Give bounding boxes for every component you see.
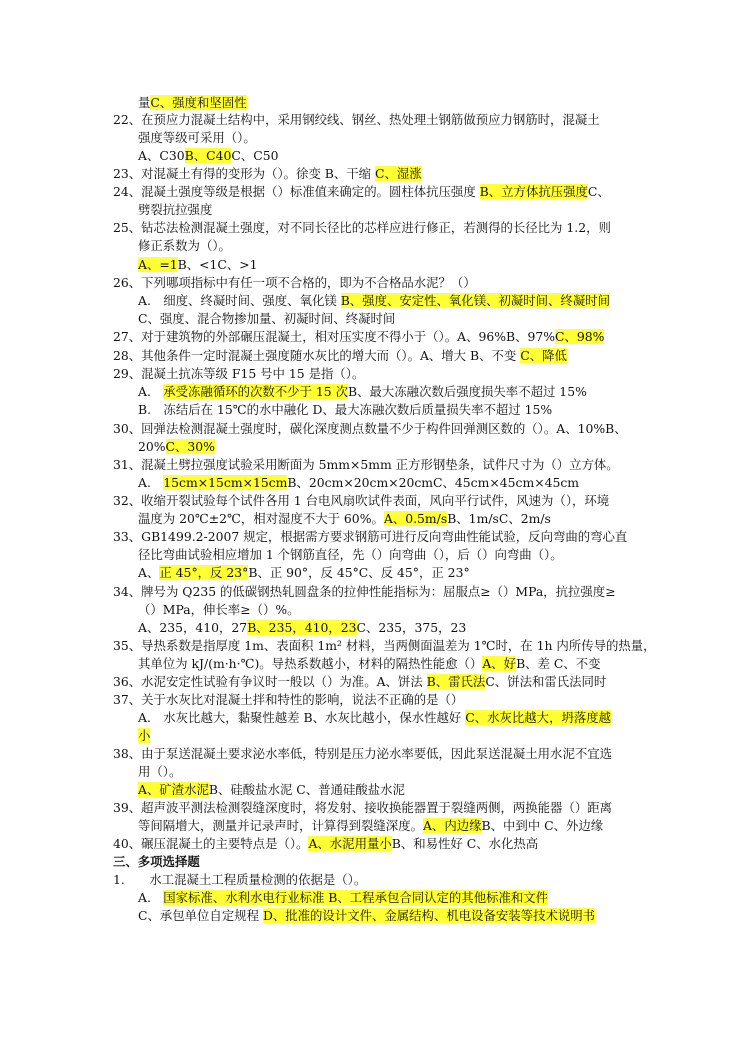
item-number: 39、 bbox=[113, 800, 142, 815]
item-number: 40、 bbox=[113, 836, 142, 851]
text-line bbox=[138, 401, 720, 419]
line-text: A. bbox=[138, 384, 164, 399]
highlighted-answer: C、湿涨 bbox=[375, 166, 422, 181]
item-number: 37、 bbox=[113, 692, 142, 707]
line-text: C、强度、混合物掺加量、初凝时间、终凝时间 bbox=[138, 311, 396, 326]
line-text: 收缩开裂试验每个试件各用 1 台电风扇吹试件表面，风向平行试件，风速为（），环境 bbox=[141, 493, 610, 508]
line-text: 牌号为 Q235 的低碳钢热轧圆盘条的拉伸性能指标为：屈服点≥（）MPa，抗拉强度≥ bbox=[141, 584, 616, 599]
highlighted-answer: 国家标准、水利水电行业标准 B、工程承包合同认定的其他标准和文件 bbox=[163, 890, 549, 905]
item-number: 24、 bbox=[113, 184, 142, 199]
highlighted-answer: C、98% bbox=[555, 329, 605, 344]
text-line bbox=[113, 691, 720, 709]
text-line bbox=[138, 129, 720, 147]
line-text: 劈裂抗拉强度 bbox=[138, 202, 213, 217]
line-text-rest: C、C50 bbox=[231, 148, 279, 163]
text-line bbox=[138, 727, 720, 745]
highlighted-answer: 承受冻融循环的次数不少于 15 次 bbox=[163, 384, 349, 399]
text-line bbox=[138, 564, 720, 582]
line-text: 径比弯曲试验相应增加 1 个钢筋直径，先（）向弯曲（），后（）向弯曲（）。 bbox=[138, 547, 563, 562]
line-text: 水泥安定性试验有争议时一般以（）为准。A、饼法 bbox=[141, 674, 427, 689]
text-line bbox=[113, 745, 720, 763]
item-number: 25、 bbox=[113, 220, 142, 235]
item-number: 1. bbox=[113, 872, 125, 887]
highlighted-answer: 小 bbox=[138, 728, 151, 743]
text-line bbox=[138, 438, 720, 456]
line-text: 回弹法检测混凝土强度时，碳化深度测点数量不少于构件回弹测区数的（）。A、10%B、 bbox=[141, 421, 627, 436]
line-text: 水工混凝土工程质量检测的依据是（）。 bbox=[137, 872, 367, 887]
text-line bbox=[138, 237, 720, 255]
highlighted-answer: 15cm×15cm×15cm bbox=[163, 475, 288, 490]
item-number: 38、 bbox=[113, 746, 142, 761]
text-line bbox=[113, 835, 720, 853]
line-text: 钻芯法检测混凝土强度，对不同长径比的芯样应进行修正，若测得的长径比为 1.2，则 bbox=[141, 220, 611, 235]
text-line bbox=[113, 347, 720, 365]
line-text-rest: B、最大冻融次数后强度损失率不超过 15% bbox=[348, 384, 587, 399]
highlighted-answer: C、30% bbox=[165, 439, 215, 454]
item-number: 33、 bbox=[113, 529, 142, 544]
text-line bbox=[138, 709, 720, 727]
line-text: 在预应力混凝土结构中，采用钢绞线、钢丝、热处理土钢筋做预应力钢筋时，混凝土 bbox=[141, 112, 600, 127]
line-text: 用（）。 bbox=[138, 764, 182, 779]
line-text: A、C30 bbox=[138, 148, 185, 163]
item-number: 35、 bbox=[113, 638, 142, 653]
highlighted-answer: C、强度和坚固性 bbox=[150, 95, 247, 110]
item-number: 28、 bbox=[113, 348, 142, 363]
line-text: 碾压混凝土的主要特点是（）。 bbox=[141, 836, 309, 851]
highlighted-answer: C、水灰比越大，坍落度越 bbox=[465, 710, 612, 725]
text-line bbox=[138, 474, 720, 492]
line-text: 20% bbox=[138, 439, 166, 454]
line-text-rest: B、差 C、不变 bbox=[516, 656, 601, 671]
line-text: 超声波平测法检测裂缝深度时，将发射、接收换能器置于裂缝两侧，两换能器（）距离 bbox=[141, 800, 613, 815]
text-line bbox=[138, 781, 720, 799]
highlighted-answer: A、水泥用量小 bbox=[308, 836, 392, 851]
text-line bbox=[113, 328, 720, 346]
line-text-rest: B、20cm×20cm×20cmC、45cm×45cm×45cm bbox=[287, 475, 580, 490]
item-number: 31、 bbox=[113, 457, 142, 472]
line-text-rest: B、正 90°，反 45°C、反 45°，正 23° bbox=[248, 565, 470, 580]
item-number: 23、 bbox=[113, 166, 142, 181]
text-line bbox=[113, 165, 720, 183]
text-line bbox=[113, 274, 720, 292]
text-line bbox=[113, 673, 720, 691]
text-line bbox=[138, 619, 720, 637]
text-line bbox=[113, 420, 720, 438]
text-line bbox=[113, 492, 720, 510]
item-number: 32、 bbox=[113, 493, 142, 508]
line-text: 三、多项选择题 bbox=[113, 854, 200, 869]
text-line bbox=[113, 871, 720, 889]
text-line bbox=[113, 183, 720, 201]
highlighted-answer: A、好 bbox=[482, 656, 517, 671]
text-line bbox=[138, 601, 720, 619]
line-text: 对混凝土有得的变形为（）。徐变 B、干缩 bbox=[141, 166, 375, 181]
text-line bbox=[138, 907, 720, 925]
line-text: 混凝土抗冻等级 F15 号中 15 是指（）。 bbox=[141, 366, 365, 381]
highlighted-answer: A、矿渣水泥 bbox=[138, 782, 209, 797]
line-text: 修正系数为（）。 bbox=[138, 238, 231, 253]
item-number: 22、 bbox=[113, 112, 142, 127]
line-text: 混凝土强度等级是根据（）标准值来确定的。圆柱体抗压强度 bbox=[141, 184, 480, 199]
highlighted-answer: 正 45°，反 23° bbox=[159, 565, 249, 580]
text-line bbox=[113, 637, 720, 655]
line-text: GB1499.2-2007 规定，根据需方要求钢筋可进行反向弯曲性能试验，反向弯曲的弯心直 bbox=[141, 529, 628, 544]
line-text-rest: B、中到中 C、外边缘 bbox=[481, 818, 604, 833]
line-text-rest: B、1m/sC、2m/s bbox=[447, 511, 551, 526]
line-text: 由于泵送混凝土要求泌水率低，特别是压力泌水率要低，因此泵送混凝土用水泥不宜选 bbox=[141, 746, 613, 761]
text-line bbox=[138, 292, 720, 310]
text-line bbox=[113, 528, 720, 546]
text-line bbox=[138, 383, 720, 401]
line-text-rest: C、饼法和雷氏法同时 bbox=[485, 674, 607, 689]
line-text-rest: B、硅酸盐水泥 C、普通硅酸盐水泥 bbox=[208, 782, 405, 797]
line-text: A. bbox=[138, 475, 164, 490]
line-text-rest: C、 bbox=[587, 184, 610, 199]
item-number: 30、 bbox=[113, 421, 142, 436]
highlighted-answer: A、0.5m/s bbox=[383, 511, 448, 526]
line-text-rest: C、235，375，23 bbox=[356, 620, 467, 635]
line-text: 量 bbox=[138, 95, 151, 110]
item-number: 26、 bbox=[113, 275, 142, 290]
item-number: 34、 bbox=[113, 584, 142, 599]
text-line bbox=[113, 583, 720, 601]
line-text: 其单位为 kJ/(m·h·℃)。导热系数越小，材料的隔热性能愈（） bbox=[138, 656, 483, 671]
text-line bbox=[138, 201, 720, 219]
line-text-rest: B、<1C、>1 bbox=[177, 257, 258, 272]
line-text: 其他条件一定时混凝土强度随水灰比的增大而（）。A、增大 B、不变 bbox=[141, 348, 521, 363]
item-number: 29、 bbox=[113, 366, 142, 381]
highlighted-answer: A、内边缘 bbox=[422, 818, 482, 833]
line-text: 关于水灰比对混凝土拌和特性的影响，说法不正确的是（） bbox=[141, 692, 464, 707]
highlighted-answer: A、=1 bbox=[138, 257, 178, 272]
text-line bbox=[113, 456, 720, 474]
text-line bbox=[113, 799, 720, 817]
text-line bbox=[138, 817, 720, 835]
text-line bbox=[113, 111, 720, 129]
line-text: A. bbox=[138, 890, 164, 905]
item-number: 36、 bbox=[113, 674, 142, 689]
text-line bbox=[138, 147, 720, 165]
line-text: 下列哪项指标中有任一项不合格的，即为不合格品水泥？（） bbox=[141, 275, 476, 290]
line-text: 导热系数是指厚度 1m、表面积 1m² 材料，当两侧面温差为 1℃时，在 1h 内所传导的热量， bbox=[141, 638, 656, 653]
highlighted-answer: B、雷氏法 bbox=[426, 674, 486, 689]
highlighted-answer: B、C40 bbox=[184, 148, 232, 163]
line-text: 等间隔增大，测量并记录声时，计算得到裂缝深度。 bbox=[138, 818, 423, 833]
line-text: A. 水灰比越大，黏聚性越差 B、水灰比越小，保水性越好 bbox=[138, 710, 466, 725]
line-text: 强度等级可采用（）。 bbox=[138, 130, 256, 145]
line-text: C、承包单位自定规程 bbox=[138, 908, 263, 923]
text-line bbox=[138, 655, 720, 673]
line-text: 温度为 20℃±2℃，相对湿度不大于 60%。 bbox=[138, 511, 384, 526]
text-line bbox=[138, 256, 720, 274]
line-text: 混凝土劈拉强度试验采用断面为 5mm×5mm 正方形钢垫条，试件尺寸为（）立方体。 bbox=[141, 457, 619, 472]
text-line bbox=[113, 219, 720, 237]
text-line bbox=[138, 94, 720, 112]
highlighted-answer: B、立方体抗压强度 bbox=[479, 184, 588, 199]
line-text: （）MPa，伸长率≥（）%。 bbox=[138, 602, 300, 617]
highlighted-answer: C、降低 bbox=[520, 348, 567, 363]
text-line bbox=[138, 310, 720, 328]
item-number: 27、 bbox=[113, 329, 142, 344]
line-text-rest: B、和易性好 C、水化热高 bbox=[391, 836, 539, 851]
text-line bbox=[113, 365, 720, 383]
text-line bbox=[138, 889, 720, 907]
line-text: 对于建筑物的外部碾压混凝土，相对压实度不得小于（）。A、96%B、97% bbox=[141, 329, 556, 344]
line-text: B. 冻结后在 15℃的水中融化 D、最大冻融次数后质量损失率不超过 15% bbox=[138, 402, 553, 417]
text-line bbox=[138, 510, 720, 528]
line-text: A. 细度、终凝时间、强度、氧化镁 bbox=[138, 293, 341, 308]
highlighted-answer: D、批准的设计文件、金属结构、机电设备安装等技术说明书 bbox=[262, 908, 596, 923]
text-line bbox=[138, 763, 720, 781]
highlighted-answer: B、强度、安定性、氧化镁、初凝时间、终凝时间 bbox=[340, 293, 610, 308]
line-text: A、 bbox=[138, 565, 160, 580]
line-text: A、235，410，27 bbox=[138, 620, 248, 635]
highlighted-answer: B、235，410，23 bbox=[247, 620, 357, 635]
text-line bbox=[138, 546, 720, 564]
section-heading bbox=[113, 853, 720, 871]
